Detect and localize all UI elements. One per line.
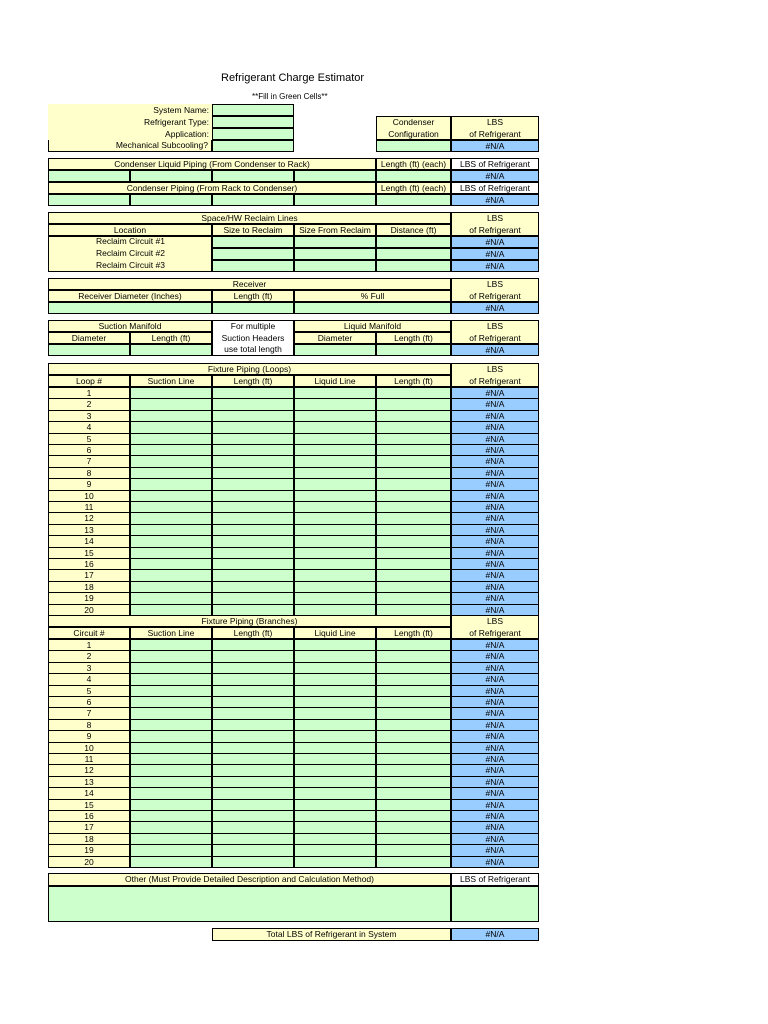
condenser-liquid-title: Condenser Liquid Piping (From Condenser to Rack) [48, 158, 376, 170]
system-lbs-result: #N/A [451, 140, 539, 152]
reclaim-lbs-header: LBS of Refrigerant [451, 212, 539, 236]
branch-number: 18 [48, 833, 130, 845]
reclaim-size-from-input[interactable] [294, 236, 376, 248]
suction-manifold-title: Suction Manifold [48, 320, 212, 332]
condenser-configuration-input[interactable] [376, 140, 451, 152]
loop-lbs-result: #N/A [451, 433, 539, 445]
receiver-diameter-input[interactable] [48, 302, 212, 314]
loops-lbs-header: LBS of Refrigerant [451, 363, 539, 387]
liquid-manifold-length-header: Length (ft) [376, 332, 451, 344]
loop-number: 10 [48, 490, 130, 502]
manifold-lbs-header: LBS of Refrigerant [451, 320, 539, 344]
condenser-piping-lbs-result: #N/A [451, 194, 539, 206]
liquid-manifold-diameter-input[interactable] [294, 344, 376, 356]
loops-liquid-header: Liquid Line [294, 375, 376, 387]
reclaim-circuit-label: Reclaim Circuit #1 [96, 236, 165, 246]
reclaim-size-to-input[interactable] [212, 260, 294, 272]
branch-number: 10 [48, 742, 130, 754]
loop-number: 14 [48, 535, 130, 547]
liquid-manifold-length-input[interactable] [376, 344, 451, 356]
branches-title: Fixture Piping (Branches) [48, 615, 451, 627]
suction-manifold-diameter-input[interactable] [48, 344, 130, 356]
receiver-length-input[interactable] [212, 302, 294, 314]
reclaim-circuit-label: Reclaim Circuit #3 [96, 260, 165, 270]
branch-lbs-result: #N/A [451, 719, 539, 731]
branch-lbs-result: #N/A [451, 833, 539, 845]
reclaim-lbs-result: #N/A [451, 248, 539, 260]
reclaim-size-to-input[interactable] [212, 248, 294, 260]
branch-number: 3 [48, 662, 130, 674]
loops-suction-header: Suction Line [130, 375, 212, 387]
branch-number: 13 [48, 776, 130, 788]
branch-lbs-result: #N/A [451, 639, 539, 651]
loop-number: 13 [48, 524, 130, 536]
branch-number: 17 [48, 821, 130, 833]
loop-lbs-result: #N/A [451, 581, 539, 593]
receiver-percent-full-input[interactable] [294, 302, 451, 314]
system-lbs-header: LBS of Refrigerant [451, 116, 539, 140]
branch-lbs-result: #N/A [451, 707, 539, 719]
loop-number: 11 [48, 501, 130, 513]
branch-lbs-result: #N/A [451, 776, 539, 788]
branch-number: 15 [48, 799, 130, 811]
loop-lbs-result: #N/A [451, 444, 539, 456]
branch-number: 14 [48, 787, 130, 799]
condenser-piping-input[interactable] [294, 194, 376, 206]
reclaim-distance-input[interactable] [376, 248, 451, 260]
reclaim-lbs-result: #N/A [451, 260, 539, 272]
loop-lbs-result: #N/A [451, 569, 539, 581]
loop-lbs-result: #N/A [451, 421, 539, 433]
loop-number: 15 [48, 547, 130, 559]
loop-lbs-result: #N/A [451, 455, 539, 467]
branch-number: 12 [48, 764, 130, 776]
branch-number: 6 [48, 696, 130, 708]
reclaim-size-from-header: Size From Reclaim [294, 224, 376, 236]
reclaim-size-from-input[interactable] [294, 248, 376, 260]
application-label: Application: [48, 128, 212, 140]
condenser-liquid-input[interactable] [294, 170, 376, 182]
reclaim-location-header: Location [48, 224, 212, 236]
loop-number: 18 [48, 581, 130, 593]
branch-number: 11 [48, 753, 130, 765]
refrigerant-type-input[interactable] [212, 116, 294, 128]
branch-length2-input[interactable] [376, 856, 451, 868]
reclaim-circuit-label: Reclaim Circuit #2 [96, 248, 165, 258]
loop-number: 16 [48, 558, 130, 570]
liquid-manifold-diameter-header: Diameter [294, 332, 376, 344]
branch-number: 5 [48, 685, 130, 697]
loop-lbs-result: #N/A [451, 398, 539, 410]
refrigerant-type-label: Refrigerant Type: [48, 116, 212, 128]
branches-liquid-header: Liquid Line [294, 627, 376, 639]
condenser-piping-title: Condenser Piping (From Rack to Condenser) [48, 182, 376, 194]
receiver-length-header: Length (ft) [212, 290, 294, 302]
branch-number: 16 [48, 810, 130, 822]
loop-lbs-result: #N/A [451, 547, 539, 559]
loop-lbs-result: #N/A [451, 604, 539, 616]
receiver-title: Receiver [48, 278, 451, 290]
loop-lbs-result: #N/A [451, 558, 539, 570]
condenser-piping-length-header: Length (ft) (each) [376, 182, 451, 194]
suction-manifold-length-input[interactable] [130, 344, 212, 356]
reclaim-distance-input[interactable] [376, 236, 451, 248]
multiple-headers-note: For multiple Suction Headers use total length [212, 320, 294, 356]
branch-lbs-result: #N/A [451, 730, 539, 742]
other-lbs-header: LBS of Refrigerant [451, 873, 539, 886]
loop-number: 4 [48, 421, 130, 433]
receiver-percent-full-header: % Full [294, 290, 451, 302]
branch-lbs-result: #N/A [451, 821, 539, 833]
branch-lbs-result: #N/A [451, 787, 539, 799]
reclaim-lbs-result: #N/A [451, 236, 539, 248]
loop-lbs-result: #N/A [451, 478, 539, 490]
reclaim-size-from-input[interactable] [294, 260, 376, 272]
branches-suction-header: Suction Line [130, 627, 212, 639]
receiver-lbs-result: #N/A [451, 302, 539, 314]
loop-lbs-result: #N/A [451, 524, 539, 536]
loop-number: 2 [48, 398, 130, 410]
branch-number: 2 [48, 650, 130, 662]
loop-number: 12 [48, 512, 130, 524]
loops-title: Fixture Piping (Loops) [48, 363, 451, 375]
loops-length-header: Length (ft) [212, 375, 294, 387]
branch-lbs-result: #N/A [451, 764, 539, 776]
mechanical-subcooling-input[interactable] [212, 140, 294, 152]
loop-number: 17 [48, 569, 130, 581]
branch-lbs-result: #N/A [451, 856, 539, 868]
condenser-liquid-lbs-result: #N/A [451, 170, 539, 182]
application-input[interactable] [212, 128, 294, 140]
reclaim-distance-header: Distance (ft) [376, 224, 451, 236]
total-lbs-result: #N/A [451, 928, 539, 941]
branches-length2-header: Length (ft) [376, 627, 451, 639]
liquid-manifold-title: Liquid Manifold [294, 320, 451, 332]
loop-number: 6 [48, 444, 130, 456]
branch-lbs-result: #N/A [451, 844, 539, 856]
other-lbs-input[interactable] [451, 886, 539, 922]
branches-length-header: Length (ft) [212, 627, 294, 639]
branch-number: 1 [48, 639, 130, 651]
condenser-liquid-input[interactable] [212, 170, 294, 182]
branch-number: 20 [48, 856, 130, 868]
fill-instruction: **Fill in Green Cells** [252, 92, 328, 101]
loop-number: 7 [48, 455, 130, 467]
receiver-lbs-header: LBS of Refrigerant [451, 278, 539, 302]
receiver-diameter-header: Receiver Diameter (Inches) [48, 290, 212, 302]
loop-number: 19 [48, 592, 130, 604]
branch-lbs-result: #N/A [451, 685, 539, 697]
condenser-liquid-input[interactable] [130, 170, 212, 182]
loop-lbs-result: #N/A [451, 535, 539, 547]
branch-lbs-result: #N/A [451, 753, 539, 765]
branch-number: 9 [48, 730, 130, 742]
condenser-liquid-input[interactable] [48, 170, 130, 182]
condenser-configuration-header: Condenser Configuration [376, 116, 451, 140]
loops-number-header: Loop # [48, 375, 130, 387]
loop-lbs-result: #N/A [451, 467, 539, 479]
other-description-input[interactable] [48, 886, 451, 922]
condenser-liquid-length-input[interactable] [376, 170, 451, 182]
branch-lbs-result: #N/A [451, 673, 539, 685]
branch-lbs-result: #N/A [451, 650, 539, 662]
reclaim-title: Space/HW Reclaim Lines [48, 212, 451, 224]
other-title: Other (Must Provide Detailed Description and Calculation Method) [48, 873, 451, 886]
condenser-piping-length-input[interactable] [376, 194, 451, 206]
loop-lbs-result: #N/A [451, 410, 539, 422]
page-title: Refrigerant Charge Estimator [221, 72, 365, 84]
branch-lbs-result: #N/A [451, 696, 539, 708]
branch-number: 8 [48, 719, 130, 731]
reclaim-distance-input[interactable] [376, 260, 451, 272]
condenser-piping-input[interactable] [48, 194, 130, 206]
loop-number: 5 [48, 433, 130, 445]
system-name-label: System Name: [48, 104, 212, 116]
condenser-liquid-lbs-header: LBS of Refrigerant [451, 158, 539, 170]
branch-lbs-result: #N/A [451, 662, 539, 674]
loop-lbs-result: #N/A [451, 387, 539, 399]
loop-number: 20 [48, 604, 130, 616]
reclaim-size-to-header: Size to Reclaim [212, 224, 294, 236]
loop-number: 8 [48, 467, 130, 479]
manifold-lbs-result: #N/A [451, 344, 539, 356]
branch-lbs-result: #N/A [451, 810, 539, 822]
loop-lbs-result: #N/A [451, 501, 539, 513]
condenser-piping-lbs-header: LBS of Refrigerant [451, 182, 539, 194]
loop-lbs-result: #N/A [451, 512, 539, 524]
branch-lbs-result: #N/A [451, 799, 539, 811]
total-label: Total LBS of Refrigerant in System [212, 928, 451, 941]
condenser-piping-input[interactable] [130, 194, 212, 206]
system-name-input[interactable] [212, 104, 294, 116]
loops-length2-header: Length (ft) [376, 375, 451, 387]
condenser-piping-input[interactable] [212, 194, 294, 206]
mechanical-subcooling-label: Mechanical Subcooling? [49, 140, 211, 151]
branch-suction-line-input[interactable] [130, 856, 212, 868]
loop-number: 9 [48, 478, 130, 490]
branch-lbs-result: #N/A [451, 742, 539, 754]
branch-number: 7 [48, 707, 130, 719]
branch-length-input[interactable] [212, 856, 294, 868]
branch-number: 19 [48, 844, 130, 856]
loop-lbs-result: #N/A [451, 490, 539, 502]
branch-liquid-line-input[interactable] [294, 856, 376, 868]
branches-number-header: Circuit # [48, 627, 130, 639]
loop-lbs-result: #N/A [451, 592, 539, 604]
suction-manifold-diameter-header: Diameter [48, 332, 130, 344]
loop-number: 1 [48, 387, 130, 399]
suction-manifold-length-header: Length (ft) [130, 332, 212, 344]
reclaim-size-to-input[interactable] [212, 236, 294, 248]
loop-number: 3 [48, 410, 130, 422]
condenser-liquid-length-header: Length (ft) (each) [376, 158, 451, 170]
branches-lbs-header: LBS of Refrigerant [451, 615, 539, 639]
branch-number: 4 [48, 673, 130, 685]
